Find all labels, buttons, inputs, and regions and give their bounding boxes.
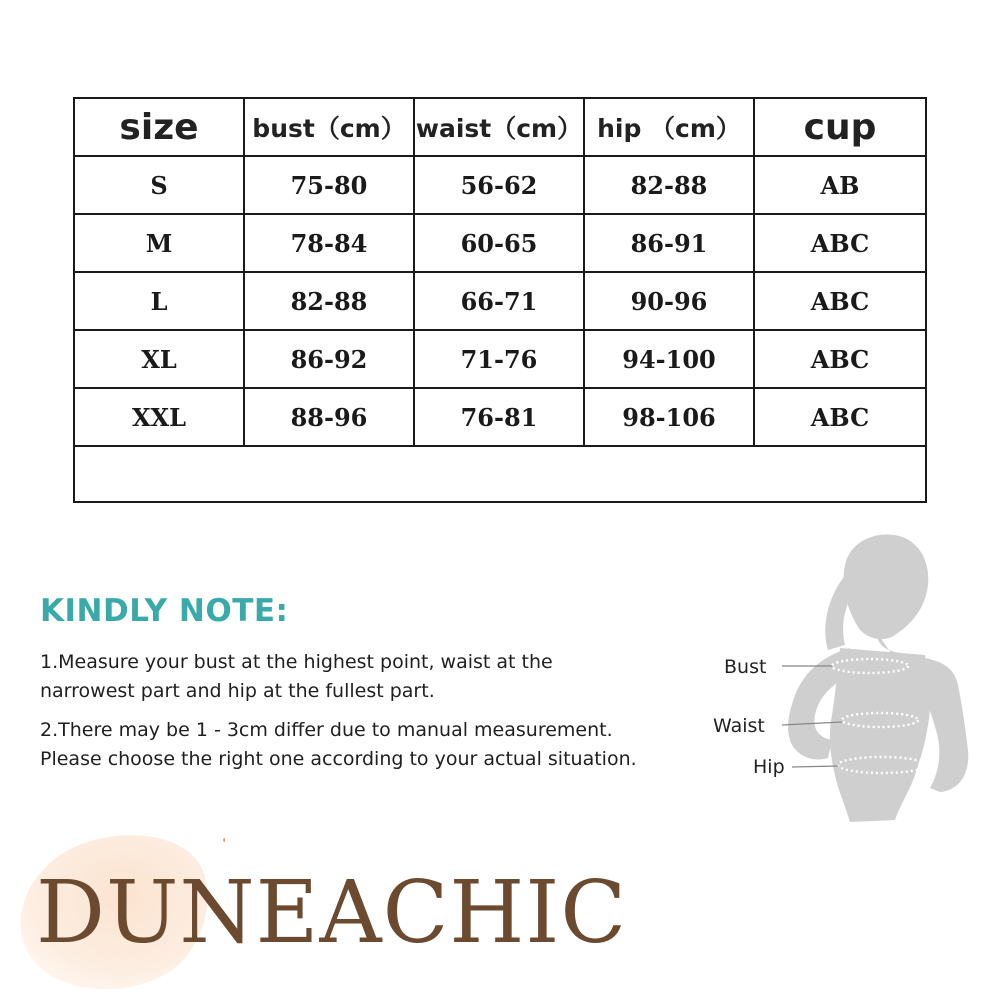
cell-size: XXL	[74, 388, 244, 446]
cell-size: M	[74, 214, 244, 272]
cell-size: S	[74, 156, 244, 214]
empty-cell	[74, 446, 926, 502]
cell-bust: 88-96	[244, 388, 414, 446]
cell-hip: 94-100	[584, 330, 754, 388]
note-item-2-line-1: 2.There may be 1 - 3cm differ due to manual measurement.	[40, 719, 613, 741]
cell-bust: 75-80	[244, 156, 414, 214]
cell-size: L	[74, 272, 244, 330]
table-row	[74, 214, 926, 272]
cell-bust: 86-92	[244, 330, 414, 388]
hip-label: Hip	[753, 756, 785, 778]
cell-size: XL	[74, 330, 244, 388]
cell-waist: 76-81	[414, 388, 584, 446]
cell-hip: 82-88	[584, 156, 754, 214]
cell-waist: 56-62	[414, 156, 584, 214]
table-empty-row	[74, 446, 926, 502]
cell-hip: 98-106	[584, 388, 754, 446]
cell-cup: ABC	[754, 330, 926, 388]
bust-label: Bust	[724, 656, 767, 678]
table-row	[74, 330, 926, 388]
body-silhouette-icon	[700, 530, 990, 830]
waist-label: Waist	[713, 715, 765, 737]
header-size: size	[74, 98, 244, 156]
body-measurement-figure	[700, 530, 990, 830]
header-hip: hip （cm）	[584, 98, 754, 156]
note-item-1-line-2: narrowest part and hip at the fullest part.	[40, 680, 435, 702]
cell-cup: ABC	[754, 214, 926, 272]
note-title: KINDLY NOTE:	[40, 593, 289, 629]
note-item-2	[40, 716, 700, 774]
header-bust: bust（cm）	[244, 98, 414, 156]
cell-bust: 82-88	[244, 272, 414, 330]
note-item-2-line-2: Please choose the right one according to your actual situation.	[40, 748, 637, 770]
cell-waist: 60-65	[414, 214, 584, 272]
cell-cup: ABC	[754, 388, 926, 446]
table-row	[74, 156, 926, 214]
table-row	[74, 388, 926, 446]
cell-cup: AB	[754, 156, 926, 214]
note-item-1-line-1: 1.Measure your bust at the highest point, waist at the	[40, 651, 553, 673]
header-waist: waist（cm）	[414, 98, 584, 156]
table-row	[74, 272, 926, 330]
brand-logo: DUNEACHIC	[36, 863, 628, 963]
cell-hip: 86-91	[584, 214, 754, 272]
note-item-1	[40, 648, 700, 706]
header-cup: cup	[754, 98, 926, 156]
size-chart-table	[73, 97, 927, 503]
cell-hip: 90-96	[584, 272, 754, 330]
cell-cup: ABC	[754, 272, 926, 330]
cell-bust: 78-84	[244, 214, 414, 272]
table-header-row	[74, 98, 926, 156]
cell-waist: 66-71	[414, 272, 584, 330]
cell-waist: 71-76	[414, 330, 584, 388]
